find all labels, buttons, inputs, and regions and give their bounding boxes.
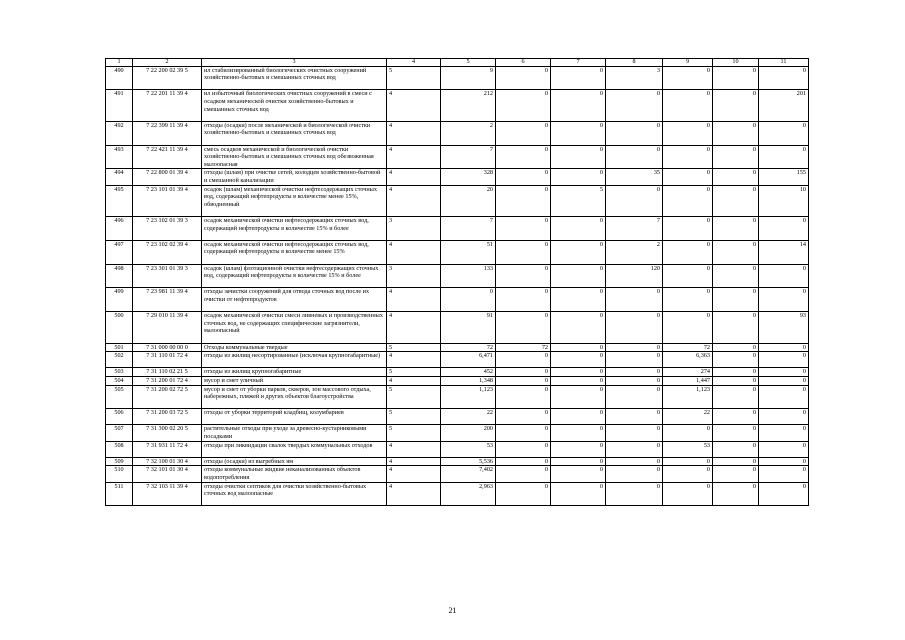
row-number-cell: 510 <box>106 466 133 482</box>
value-cell: 0 <box>496 288 551 312</box>
value-cell: 0 <box>606 185 663 216</box>
table-row <box>106 240 809 264</box>
waste-name-cell: отходы при ликвидации свалок твердых коммунальных отходов <box>202 441 387 457</box>
waste-name-cell: отходы зачистки сооружений для отвода сточных вод после их очистки от нефтепродуктов <box>202 288 387 312</box>
value-cell: 0 <box>496 264 551 288</box>
value-cell: 5 <box>551 185 606 216</box>
table-row <box>106 441 809 457</box>
row-number-cell: 493 <box>106 145 133 169</box>
row-number-cell: 502 <box>106 352 133 368</box>
column-header: 7 <box>551 59 606 67</box>
hazard-class-cell: 4 <box>387 457 441 466</box>
row-number-cell: 506 <box>106 409 133 425</box>
fkko-code-cell: 7 32 100 01 30 4 <box>133 457 202 466</box>
value-cell: 0 <box>663 288 713 312</box>
value-cell: 0 <box>496 352 551 368</box>
value-cell: 0 <box>713 409 759 425</box>
column-header: 2 <box>133 59 202 67</box>
waste-name-cell: осадок механической очистки смеси ливневых и производственных сточных вод, не содержащих специфические загрязнители, малоопасный <box>202 312 387 343</box>
value-cell: 9 <box>441 66 496 90</box>
value-cell: 0 <box>606 457 663 466</box>
value-cell: 0 <box>551 409 606 425</box>
table-row <box>106 90 809 121</box>
value-cell: 0 <box>759 264 809 288</box>
table-row <box>106 409 809 425</box>
column-header: 5 <box>441 59 496 67</box>
column-header: 8 <box>606 59 663 67</box>
value-cell: 2,963 <box>441 482 496 506</box>
value-cell: 0 <box>551 385 606 409</box>
waste-name-cell: отходы очистки септиков для очистки хозяйственно-бытовых сточных вод малоопасные <box>202 482 387 506</box>
value-cell: 0 <box>496 441 551 457</box>
value-cell: 91 <box>441 312 496 343</box>
value-cell: 274 <box>663 368 713 377</box>
value-cell: 0 <box>496 368 551 377</box>
value-cell: 0 <box>496 145 551 169</box>
value-cell: 0 <box>551 240 606 264</box>
value-cell: 7 <box>441 216 496 240</box>
value-cell: 0 <box>713 66 759 90</box>
value-cell: 0 <box>551 312 606 343</box>
fkko-code-cell: 7 31 200 01 72 4 <box>133 376 202 385</box>
value-cell: 0 <box>551 121 606 145</box>
value-cell: 133 <box>441 264 496 288</box>
hazard-class-cell: 4 <box>387 441 441 457</box>
value-cell: 328 <box>441 169 496 185</box>
value-cell: 0 <box>713 441 759 457</box>
value-cell: 0 <box>713 385 759 409</box>
value-cell: 0 <box>496 121 551 145</box>
hazard-class-cell: 4 <box>387 240 441 264</box>
column-header: 6 <box>496 59 551 67</box>
row-number-cell: 499 <box>106 288 133 312</box>
value-cell: 0 <box>759 441 809 457</box>
column-header: 1 <box>106 59 133 67</box>
fkko-code-cell: 7 31 110 01 72 4 <box>133 352 202 368</box>
table-row <box>106 312 809 343</box>
value-cell: 0 <box>606 409 663 425</box>
waste-name-cell: отходы (осадки) из выгребных ям <box>202 457 387 466</box>
value-cell: 1,123 <box>441 385 496 409</box>
value-cell: 0 <box>551 343 606 352</box>
value-cell: 0 <box>759 145 809 169</box>
row-number-cell: 501 <box>106 343 133 352</box>
value-cell: 0 <box>551 264 606 288</box>
value-cell: 0 <box>606 352 663 368</box>
value-cell: 0 <box>606 343 663 352</box>
value-cell: 0 <box>496 482 551 506</box>
value-cell: 0 <box>759 466 809 482</box>
value-cell: 0 <box>663 216 713 240</box>
value-cell: 0 <box>713 90 759 121</box>
fkko-code-cell: 7 31 200 02 72 5 <box>133 385 202 409</box>
value-cell: 1,348 <box>441 376 496 385</box>
value-cell: 0 <box>713 482 759 506</box>
value-cell: 14 <box>759 240 809 264</box>
value-cell: 0 <box>713 425 759 441</box>
waste-name-cell: осадок (шлам) механической очистки нефтесодержащих сточных вод, содержащий нефтепродукты в количестве менее 15%, обводненный <box>202 185 387 216</box>
value-cell: 0 <box>663 169 713 185</box>
value-cell: 0 <box>759 66 809 90</box>
value-cell: 22 <box>663 409 713 425</box>
value-cell: 0 <box>759 288 809 312</box>
value-cell: 0 <box>496 409 551 425</box>
row-number-cell: 509 <box>106 457 133 466</box>
value-cell: 0 <box>496 240 551 264</box>
fkko-code-cell: 7 29 010 11 39 4 <box>133 312 202 343</box>
hazard-class-cell: 4 <box>387 312 441 343</box>
value-cell: 200 <box>441 425 496 441</box>
value-cell: 0 <box>713 352 759 368</box>
value-cell: 212 <box>441 90 496 121</box>
fkko-code-cell: 7 23 102 01 39 3 <box>133 216 202 240</box>
waste-name-cell: смесь осадков механической и биологической очистки хозяйственно-бытовых и смешанных сточных вод обезвоженная малоопасная <box>202 145 387 169</box>
table-row <box>106 145 809 169</box>
value-cell: 0 <box>713 376 759 385</box>
hazard-class-cell: 4 <box>387 90 441 121</box>
value-cell: 0 <box>759 343 809 352</box>
fkko-code-cell: 7 23 301 01 39 3 <box>133 264 202 288</box>
value-cell: 0 <box>663 145 713 169</box>
value-cell: 0 <box>551 66 606 90</box>
table-row <box>106 466 809 482</box>
table-row <box>106 343 809 352</box>
row-number-cell: 496 <box>106 216 133 240</box>
value-cell: 7 <box>606 216 663 240</box>
value-cell: 0 <box>759 368 809 377</box>
value-cell: 0 <box>606 312 663 343</box>
value-cell: 0 <box>606 441 663 457</box>
fkko-code-cell: 7 23 981 11 39 4 <box>133 288 202 312</box>
value-cell: 0 <box>496 376 551 385</box>
value-cell: 0 <box>496 466 551 482</box>
row-number-cell: 505 <box>106 385 133 409</box>
value-cell: 0 <box>759 352 809 368</box>
waste-name-cell: отходы из жилищ крупногабаритные <box>202 368 387 377</box>
waste-name-cell: отходы коммунальные жидкие неканализованных объектов водопотребления <box>202 466 387 482</box>
fkko-code-cell: 7 22 800 01 39 4 <box>133 169 202 185</box>
value-cell: 2 <box>606 240 663 264</box>
value-cell: 0 <box>551 90 606 121</box>
value-cell: 0 <box>606 368 663 377</box>
value-cell: 0 <box>713 145 759 169</box>
hazard-class-cell: 4 <box>387 121 441 145</box>
value-cell: 0 <box>606 482 663 506</box>
value-cell: 0 <box>551 216 606 240</box>
value-cell: 72 <box>441 343 496 352</box>
row-number-cell: 500 <box>106 312 133 343</box>
fkko-code-cell: 7 22 201 11 39 4 <box>133 90 202 121</box>
value-cell: 0 <box>759 425 809 441</box>
hazard-class-cell: 4 <box>387 169 441 185</box>
value-cell: 3 <box>606 66 663 90</box>
waste-name-cell: ил стабилизированный биологических очистных сооружений хозяйственно-бытовых и смешанных сточных вод <box>202 66 387 90</box>
column-header: 9 <box>663 59 713 67</box>
hazard-class-cell: 3 <box>387 216 441 240</box>
value-cell: 53 <box>663 441 713 457</box>
column-header: 4 <box>387 59 441 67</box>
row-number-cell: 507 <box>106 425 133 441</box>
row-number-cell: 497 <box>106 240 133 264</box>
value-cell: 0 <box>663 185 713 216</box>
value-cell: 0 <box>663 312 713 343</box>
value-cell: 5,536 <box>441 457 496 466</box>
value-cell: 0 <box>713 264 759 288</box>
fkko-code-cell: 7 22 200 02 39 5 <box>133 66 202 90</box>
table-row <box>106 264 809 288</box>
table-header-row <box>106 59 809 67</box>
value-cell: 0 <box>606 121 663 145</box>
value-cell: 0 <box>713 466 759 482</box>
value-cell: 51 <box>441 240 496 264</box>
value-cell: 22 <box>441 409 496 425</box>
waste-name-cell: Отходы коммунальные твердые <box>202 343 387 352</box>
value-cell: 0 <box>606 288 663 312</box>
value-cell: 0 <box>713 121 759 145</box>
waste-name-cell: отходы (шлам) при очистке сетей, колодцев хозяйственно-бытовой и смешанной канализации <box>202 169 387 185</box>
table-row <box>106 368 809 377</box>
value-cell: 0 <box>713 368 759 377</box>
value-cell: 0 <box>496 385 551 409</box>
row-number-cell: 504 <box>106 376 133 385</box>
fkko-code-cell: 7 23 102 02 39 4 <box>133 240 202 264</box>
fkko-code-cell: 7 23 101 01 39 4 <box>133 185 202 216</box>
waste-name-cell: осадок (шлам) флотационной очистки нефтесодержащих сточных вод, содержащий нефтепродукты в количестве 15% и более <box>202 264 387 288</box>
value-cell: 0 <box>606 145 663 169</box>
row-number-cell: 490 <box>106 66 133 90</box>
value-cell: 0 <box>663 240 713 264</box>
fkko-code-cell: 7 31 300 02 20 5 <box>133 425 202 441</box>
value-cell: 0 <box>713 288 759 312</box>
waste-data-table <box>105 58 809 506</box>
fkko-code-cell: 7 22 399 11 39 4 <box>133 121 202 145</box>
value-cell: 0 <box>713 457 759 466</box>
value-cell: 452 <box>441 368 496 377</box>
value-cell: 0 <box>713 240 759 264</box>
hazard-class-cell: 4 <box>387 376 441 385</box>
value-cell: 72 <box>663 343 713 352</box>
waste-name-cell: мусор и смет уличный <box>202 376 387 385</box>
value-cell: 0 <box>713 169 759 185</box>
value-cell: 93 <box>759 312 809 343</box>
row-number-cell: 511 <box>106 482 133 506</box>
table-row <box>106 482 809 506</box>
value-cell: 0 <box>496 425 551 441</box>
value-cell: 0 <box>663 264 713 288</box>
waste-name-cell: мусор и смет от уборки парков, скверов, зон массового отдыха, набережных, пляжей и других объектов благоустройства <box>202 385 387 409</box>
row-number-cell: 508 <box>106 441 133 457</box>
row-number-cell: 492 <box>106 121 133 145</box>
value-cell: 0 <box>496 312 551 343</box>
hazard-class-cell: 4 <box>387 145 441 169</box>
table-row <box>106 425 809 441</box>
value-cell: 0 <box>663 425 713 441</box>
hazard-class-cell: 5 <box>387 385 441 409</box>
value-cell: 0 <box>663 121 713 145</box>
value-cell: 35 <box>606 169 663 185</box>
value-cell: 7 <box>441 145 496 169</box>
value-cell: 0 <box>606 376 663 385</box>
fkko-code-cell: 7 31 200 03 72 5 <box>133 409 202 425</box>
hazard-class-cell: 5 <box>387 425 441 441</box>
hazard-class-cell: 5 <box>387 343 441 352</box>
row-number-cell: 498 <box>106 264 133 288</box>
waste-name-cell: отходы от уборки территорий кладбищ, колумбариев <box>202 409 387 425</box>
table-row <box>106 376 809 385</box>
value-cell: 0 <box>496 457 551 466</box>
table-row <box>106 352 809 368</box>
value-cell: 0 <box>551 368 606 377</box>
waste-name-cell: растительные отходы при уходе за древесно-кустарниковыми посадками <box>202 425 387 441</box>
value-cell: 0 <box>713 312 759 343</box>
value-cell: 155 <box>759 169 809 185</box>
waste-name-cell: осадок механической очистки нефтесодержащих сточных вод, содержащий нефтепродукты в количестве 15% и более <box>202 216 387 240</box>
hazard-class-cell: 4 <box>387 352 441 368</box>
value-cell: 0 <box>606 425 663 441</box>
hazard-class-cell: 5 <box>387 368 441 377</box>
table-row <box>106 185 809 216</box>
column-header: 3 <box>202 59 387 67</box>
waste-name-cell: отходы из жилищ несортированные (исключая крупногабаритные) <box>202 352 387 368</box>
value-cell: 0 <box>759 482 809 506</box>
value-cell: 0 <box>663 66 713 90</box>
value-cell: 72 <box>496 343 551 352</box>
hazard-class-cell: 4 <box>387 466 441 482</box>
value-cell: 0 <box>496 169 551 185</box>
row-number-cell: 491 <box>106 90 133 121</box>
value-cell: 0 <box>759 121 809 145</box>
value-cell: 0 <box>713 216 759 240</box>
table-row <box>106 169 809 185</box>
page-number: 21 <box>448 606 457 615</box>
value-cell: 53 <box>441 441 496 457</box>
value-cell: 120 <box>606 264 663 288</box>
value-cell: 10 <box>759 185 809 216</box>
fkko-code-cell: 7 22 421 11 39 4 <box>133 145 202 169</box>
hazard-class-cell: 4 <box>387 185 441 216</box>
column-header: 10 <box>713 59 759 67</box>
value-cell: 0 <box>713 185 759 216</box>
value-cell: 0 <box>759 409 809 425</box>
value-cell: 20 <box>441 185 496 216</box>
table-row <box>106 457 809 466</box>
value-cell: 0 <box>551 466 606 482</box>
column-header: 11 <box>759 59 809 67</box>
value-cell: 2 <box>441 121 496 145</box>
value-cell: 0 <box>551 482 606 506</box>
hazard-class-cell: 4 <box>387 288 441 312</box>
value-cell: 7,402 <box>441 466 496 482</box>
hazard-class-cell: 5 <box>387 409 441 425</box>
value-cell: 0 <box>496 66 551 90</box>
value-cell: 0 <box>551 352 606 368</box>
fkko-code-cell: 7 31 000 00 00 0 <box>133 343 202 352</box>
value-cell: 0 <box>496 216 551 240</box>
value-cell: 1,447 <box>663 376 713 385</box>
hazard-class-cell: 3 <box>387 264 441 288</box>
value-cell: 0 <box>606 466 663 482</box>
value-cell: 0 <box>663 457 713 466</box>
value-cell: 0 <box>551 288 606 312</box>
table-row <box>106 216 809 240</box>
value-cell: 6,363 <box>663 352 713 368</box>
fkko-code-cell: 7 32 103 11 39 4 <box>133 482 202 506</box>
value-cell: 0 <box>663 90 713 121</box>
table-row <box>106 121 809 145</box>
table-row <box>106 288 809 312</box>
value-cell: 0 <box>551 376 606 385</box>
fkko-code-cell: 7 31 110 02 21 5 <box>133 368 202 377</box>
value-cell: 0 <box>759 376 809 385</box>
value-cell: 0 <box>759 457 809 466</box>
fkko-code-cell: 7 31 931 11 72 4 <box>133 441 202 457</box>
value-cell: 0 <box>759 216 809 240</box>
value-cell: 0 <box>713 343 759 352</box>
value-cell: 0 <box>606 385 663 409</box>
waste-name-cell: осадок механической очистки нефтесодержащих сточных вод, содержащий нефтепродукты в количестве менее 15% <box>202 240 387 264</box>
value-cell: 0 <box>551 425 606 441</box>
value-cell: 0 <box>663 466 713 482</box>
value-cell: 0 <box>496 90 551 121</box>
value-cell: 6,471 <box>441 352 496 368</box>
value-cell: 0 <box>551 457 606 466</box>
row-number-cell: 494 <box>106 169 133 185</box>
value-cell: 0 <box>551 169 606 185</box>
fkko-code-cell: 7 32 101 01 30 4 <box>133 466 202 482</box>
value-cell: 0 <box>759 385 809 409</box>
hazard-class-cell: 5 <box>387 66 441 90</box>
value-cell: 0 <box>441 288 496 312</box>
value-cell: 0 <box>496 185 551 216</box>
table-row <box>106 66 809 90</box>
value-cell: 0 <box>551 441 606 457</box>
value-cell: 0 <box>551 145 606 169</box>
row-number-cell: 503 <box>106 368 133 377</box>
table-row <box>106 385 809 409</box>
value-cell: 201 <box>759 90 809 121</box>
value-cell: 0 <box>663 482 713 506</box>
waste-name-cell: отходы (осадки) после механической и биологической очистки хозяйственно-бытовых и смешанных сточных вод <box>202 121 387 145</box>
waste-name-cell: ил избыточный биологических очистных сооружений в смеси с осадком механической очистки хозяйственно-бытовых и смешанных сточных вод <box>202 90 387 121</box>
hazard-class-cell: 4 <box>387 482 441 506</box>
row-number-cell: 495 <box>106 185 133 216</box>
value-cell: 1,123 <box>663 385 713 409</box>
value-cell: 0 <box>606 90 663 121</box>
